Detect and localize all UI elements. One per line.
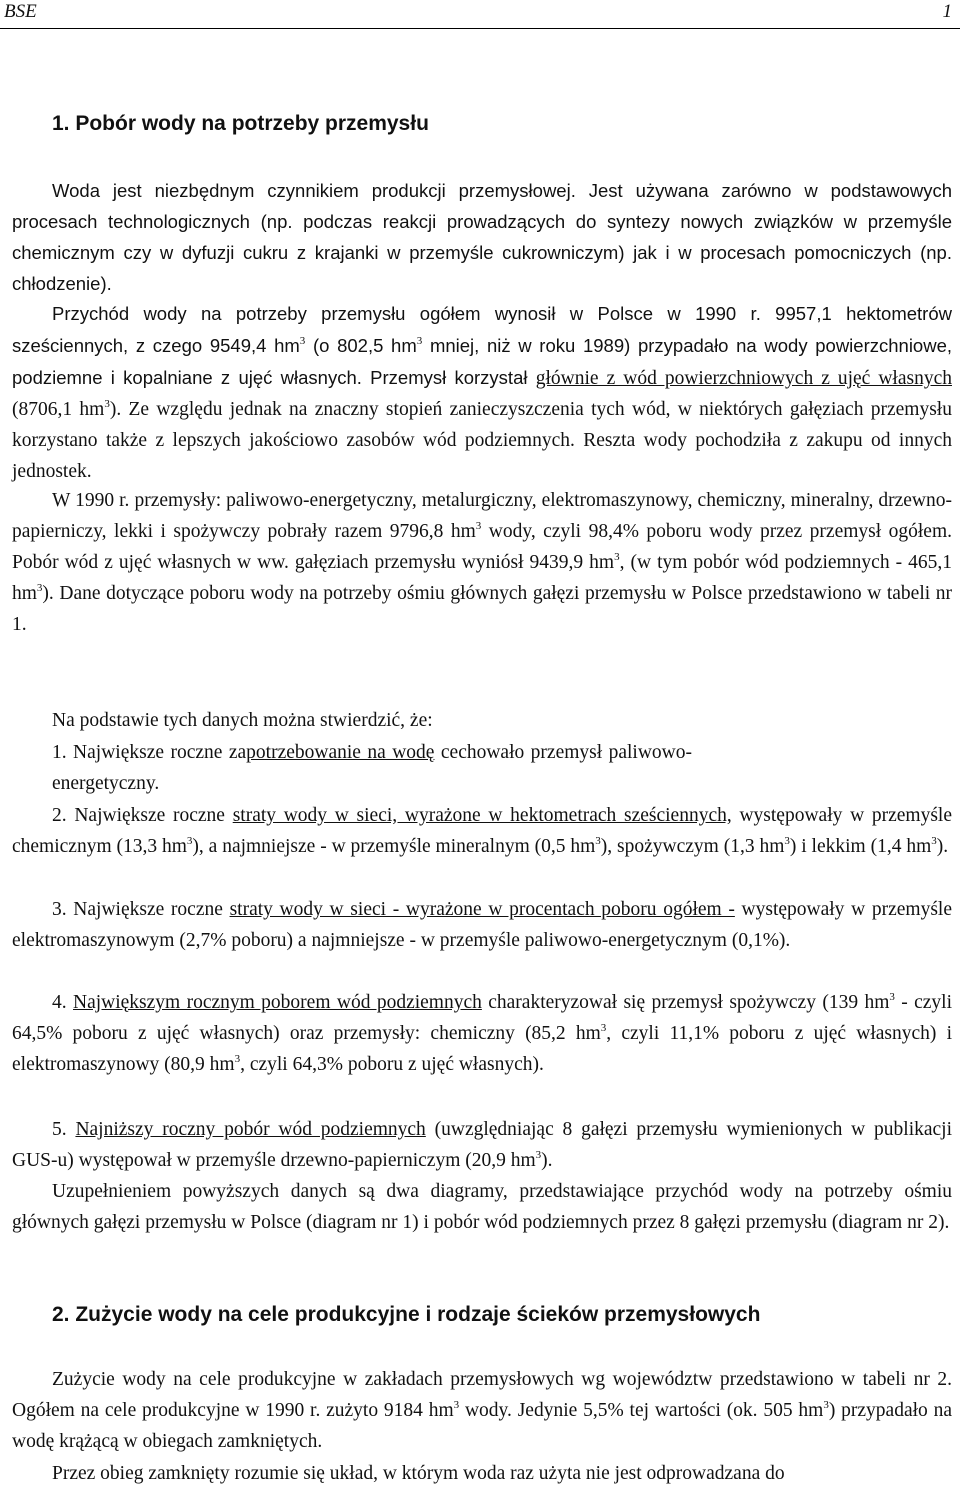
- paragraph-intro: Woda jest niezbędnym czynnikiem produkcji przemysłowej. Jest używana zarówno w podstawowych procesach technologicznych (np. podczas reakcji prowadzących do syntezy nowych związków w przemyśle chemicznym czy w dyfuzji cukru z krajanki w przemyśle cukrowniczym) jak i w procesach pomocniczych (np. chłodzenie).: [12, 180, 952, 294]
- section-1-heading: 1. Pobór wody na potrzeby przemysłu: [52, 112, 429, 135]
- paragraph-water-use: Zużycie wody na cele produkcyjne w zakładach przemysłowych wg województw przedstawiono w tabeli nr 2. Ogółem na cele produkcyjne w 1990 r. zużyto 9184 $hm^3$ wody. Jedynie 5,5% tej wartości (ok. 505 $hm^3$) przypadało na wodę krążącą w obiegach zamkniętych.: [12, 1369, 953, 1452]
- header-title: BSE: [4, 1, 37, 22]
- conclusion-item-5: 5. Najniższy roczny pobór wód podziemnych (uwzględniając 8 gałęzi przemysłu wymienionych w publikacji GUS-u) występował w przemyśle drzewno-papierniczym (20,9 $hm^3$).: [12, 1119, 953, 1171]
- conclusion-item-2: 2. Największe roczne straty wody w sieci, wyrażone w hektometrach sześciennych, występowały w przemyśle chemicznym (13,3 $hm^3$), a najmniejsze - w przemyśle mineralnym (0,5 $hm^3$), spożywczym (1,3 $hm^3$) i lekkim (1,4 $hm^3$).: [12, 805, 952, 857]
- paragraph-diagrams: Uzupełnieniem powyższych danych są dwa diagramy, przedstawiające przychód wody na potrzeby ośmiu głównych gałęzi przemysłu w Polsce (diagram nr 1) i pobór wód podziemnych przez 8 gałęzi przemysłu (diagram nr 2).: [12, 1181, 952, 1233]
- conclusion-intro: Na podstawie tych danych można stwierdzić, że:: [52, 710, 433, 731]
- conclusion-item-1: 1. Największe roczne zapotrzebowanie na wodę cechowało przemysł paliwowo-energetyczny.: [52, 742, 692, 794]
- conclusion-item-4: 4. Największym rocznym poborem wód podziemnych charakteryzował się przemysł spożywczy (139 $hm^3$ - czyli 64,5% poboru z ujęć własnych) oraz przemysły: chemiczny (85,2 $hm^3$, czyli 11,1% poboru z ujęć własnych) i elektromaszynowy (80,9 $hm^3$, czyli 64,3% poboru z ujęć własnych).: [12, 990, 953, 1075]
- page-number: 1: [942, 1, 952, 22]
- paragraph-closed-loop: Przez obieg zamknięty rozumie się układ, w którym woda raz użyta nie jest odprowadzana do: [52, 1463, 785, 1484]
- paragraph-intake-1990: W 1990 r. przemysły: paliwowo-energetyczny, metalurgiczny, elektromaszynowy, chemiczny, mineralny, drzewno-papierniczy, lekki i spożywczy pobrały razem 9796,8 $hm^3$ wody, czyli 98,4% poboru wody przez przemysł ogółem. Pobór wód z ujęć własnych w ww. gałęziach przemysłu wyniósł 9439,9 $hm^3$, (w tym pobór wód podziemnych - 465,1 $hm^3$). Dane dotyczące poboru wody na potrzeby ośmiu głównych gałęzi przemysłu w Polsce przedstawiono w tabeli nr 1.: [12, 490, 952, 635]
- section-2-heading: 2. Zużycie wody na cele produkcyjne i rodzaje ścieków przemysłowych: [52, 1303, 761, 1326]
- underlined-phrase: głównie z wód powierzchniowych z ujęć własnych: [535, 368, 952, 389]
- conclusion-item-3: 3. Największe roczne straty wody w sieci - wyrażone w procentach poboru ogółem - występowały w przemyśle elektromaszynowym (2,7% poboru) a najmniejsze - w przemyśle paliwowo-energetycznym (0,1%).: [12, 899, 952, 951]
- paragraph-inflow: Przychód wody na potrzeby przemysłu ogółem wynosił w Polsce w 1990 r. 9957,1 hektometrów sześciennych, z czego 9549,4 $hm^3$ (o 802,5 $hm^3$ mniej, niż w roku 1989) przypadało na wody powierzchniowe, podziemne i kopalniane z ujęć własnych. Przemysł korzystał głównie z wód powierzchniowych z ujęć własnych (8706,1 $hm^3$). Ze względu jednak na znaczny stopień zanieczyszczenia tych wód, w niektórych gałęziach przemysłu korzystano także z lepszych jakościowo zasobów wód podziemnych. Reszta wody pochodziła z zakupu od innych jednostek.: [12, 303, 953, 482]
- page-header: [0, 0, 960, 29]
